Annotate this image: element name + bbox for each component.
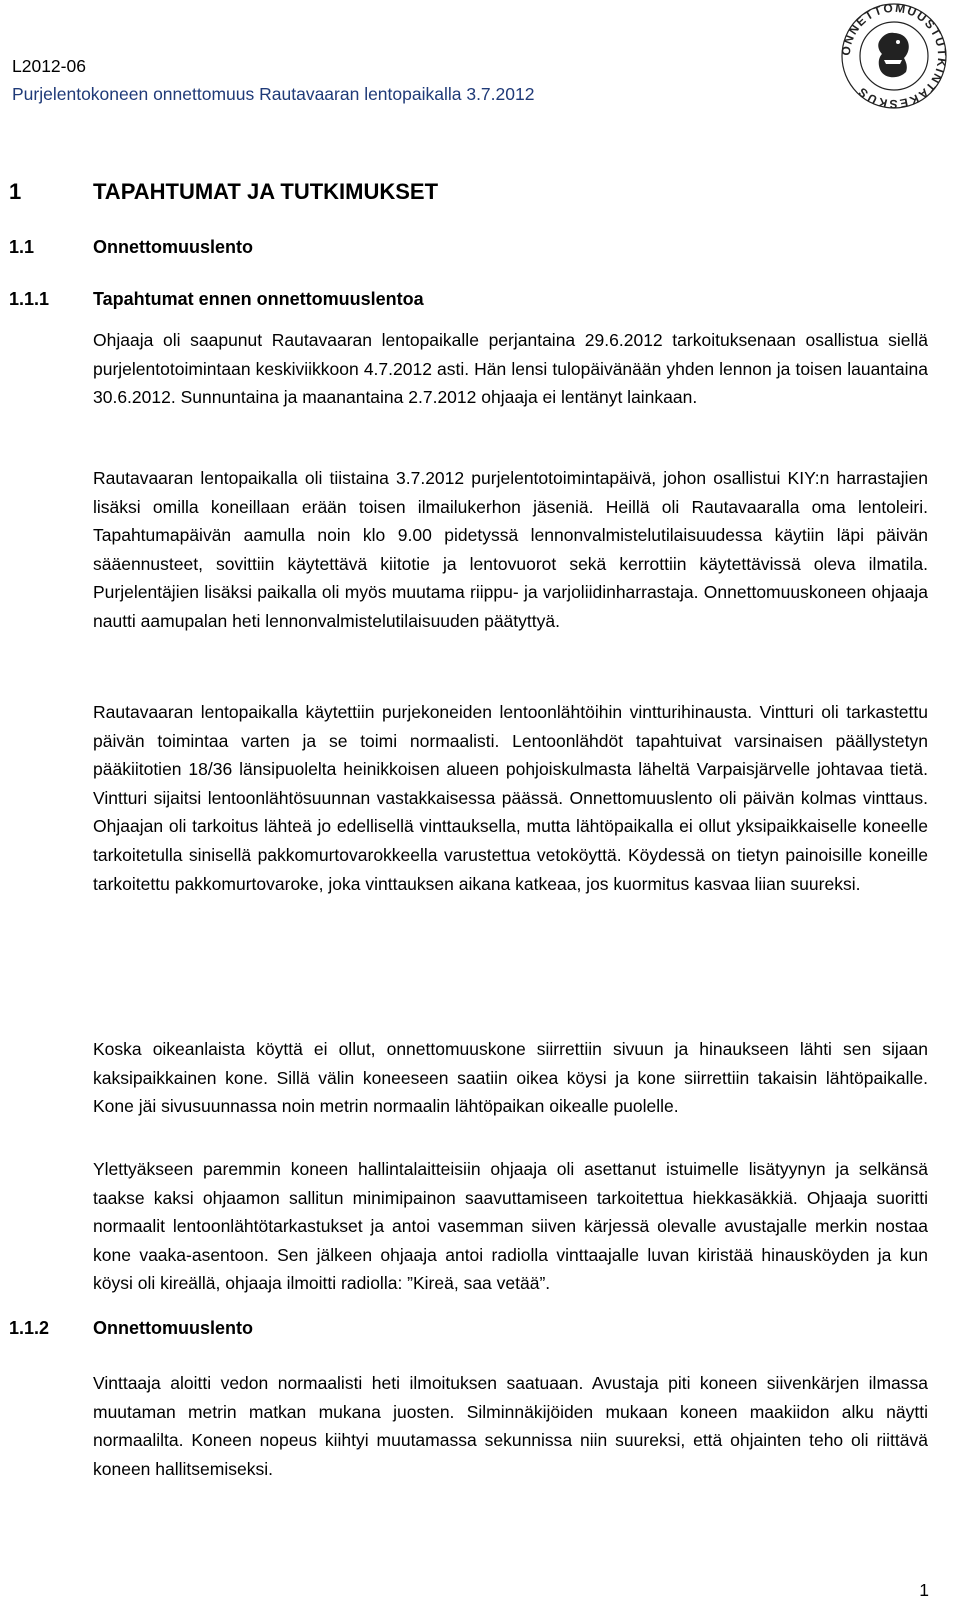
section-number: 1	[9, 179, 22, 204]
page-number: 1	[919, 1580, 929, 1600]
agency-logo	[832, 0, 956, 110]
section-number: 1.1	[9, 237, 35, 257]
paragraph-2: Rautavaaran lentopaikalla oli tiistaina 3.7.2012 purjelentotoimintapäivä, johon osallistui KIY:n harrastajien lisäksi omilla koneillaan erään toisen ilmailukerhon jäseniä. Heillä oli Rautavaaralla oma lentoleiri. Tapahtumapäivän aamulla noin klo 9.00 pidetyssä lennonvalmistelutilaisuudessa käytiin läpi päivän sääennusteet, sovittiin käytettävä kiitotie ja lentovuorot sekä kerrottiin käytettävissä oleva ilmatila. Purjelentäjien lisäksi paikalla oli myös muutama riippu- ja varjoliidinharrastaja. Onnettomuuskoneen ohjaaja nautti aamupalan heti lennonvalmistelutilaisuuden päätyttyä.	[93, 468, 928, 631]
paragraph-3: Rautavaaran lentopaikalla käytettiin purjekoneiden lentoonlähtöihin vintturihinausta. Vintturi oli tarkastettu päivän toimintaa varten ja se toimi normaalisti. Lentoonlähdöt tapahtuivat varsinaisen päällystetyn pääkiitotien 18/36 länsipuolelta heinikkoisen alueen pohjoiskulmasta läheltä Varpaisjärvelle johtavaa tietä. Vintturi sijaitsi lentoonlähtösuunnan vastakkaisessa päässä. Onnettomuuslento oli päivän kolmas vinttaus. Ohjaajan oli tarkoitus lähteä jo edellisellä vinttauksella, mutta lähtöpaikalla ei ollut yksipaikkaiselle koneelle tarkoitetulla sinisellä pakkomurtovarokkeella varustettua vetoköyttä. Köydessä on tietyn painoisille koneille tarkoitettu pakkomurtovaroke, joka vinttauksen aikana katkeaa, jos kuormitus kasvaa liian suureksi.	[93, 702, 928, 894]
lion-emblem-icon	[878, 33, 909, 78]
paragraph-4: Koska oikeanlaista köyttä ei ollut, onnettomuuskone siirrettiin sivuun ja hinaukseen lähti sen sijaan kaksipaikkainen kone. Sillä välin koneeseen saatiin oikea köysi ja kone siirrettiin takaisin lähtöpaikalle. Kone jäi sivusuunnassa noin metrin normaalin lähtöpaikan oikealle puolelle.	[93, 1039, 928, 1117]
paragraph-5: Ylettyäkseen paremmin koneen hallintalaitteisiin ohjaaja oli asettanut istuimelle lisätyynyn ja selkänsä taakse kaksi ohjaamon sallitun minimipainon saavuttamiseen tarkoitettua hiekkasäkkiä. Ohjaaja suoritti normaalit lentoonlähtötarkastukset ja antoi vasemman siiven kärjessä olevalle avustajalle merkin nostaa kone vaaka-asentoon. Sen jälkeen ohjaaja antoi radiolla vinttaajalle luvan kiristää hinausköyden ja kun köysi oli kireällä, ohjaaja ilmoitti radiolla: ”Kireä, saa vetää”.	[93, 1159, 928, 1294]
section-number: 1.1.2	[9, 1318, 50, 1338]
page-header	[12, 52, 534, 108]
section-number: 1.1.1	[9, 289, 50, 309]
paragraph-6: Vinttaaja aloitti vedon normaalisti heti ilmoituksen saatuaan. Avustaja piti koneen siivenkärjen ilmassa muutaman metrin matkan mukana juosten. Silminnäkijöiden mukaan koneen maakiidon alku näytti normaalilta. Koneen nopeus kiihtyi muutamassa sekunnissa niin suureksi, että ohjainten teho oli riittävä koneen hallitsemiseksi.	[93, 1373, 928, 1479]
section-title: Onnettomuuslento	[93, 1318, 253, 1338]
report-id: L2012-06	[12, 56, 86, 76]
section-title: Tapahtumat ennen onnettomuuslentoa	[93, 289, 424, 309]
report-title: Purjelentokoneen onnettomuus Rautavaaran lentopaikalla 3.7.2012	[12, 84, 535, 104]
section-title: TAPAHTUMAT JA TUTKIMUKSET	[93, 179, 439, 204]
logo-lettering: ONNETTOMUUSTUTKINTAKESKUS	[838, 0, 950, 110]
paragraph-1: Ohjaaja oli saapunut Rautavaaran lentopaikalle perjantaina 29.6.2012 tarkoituksenaan osallistua siellä purjelentotoimintaan keskiviikkoon 4.7.2012 asti. Hän lensi tulopäivänään yhden lennon ja toisen lauantaina 30.6.2012. Sunnuntaina ja maanantaina 2.7.2012 ohjaaja ei lentänyt lainkaan.	[93, 330, 928, 408]
section-title: Onnettomuuslento	[93, 237, 253, 257]
